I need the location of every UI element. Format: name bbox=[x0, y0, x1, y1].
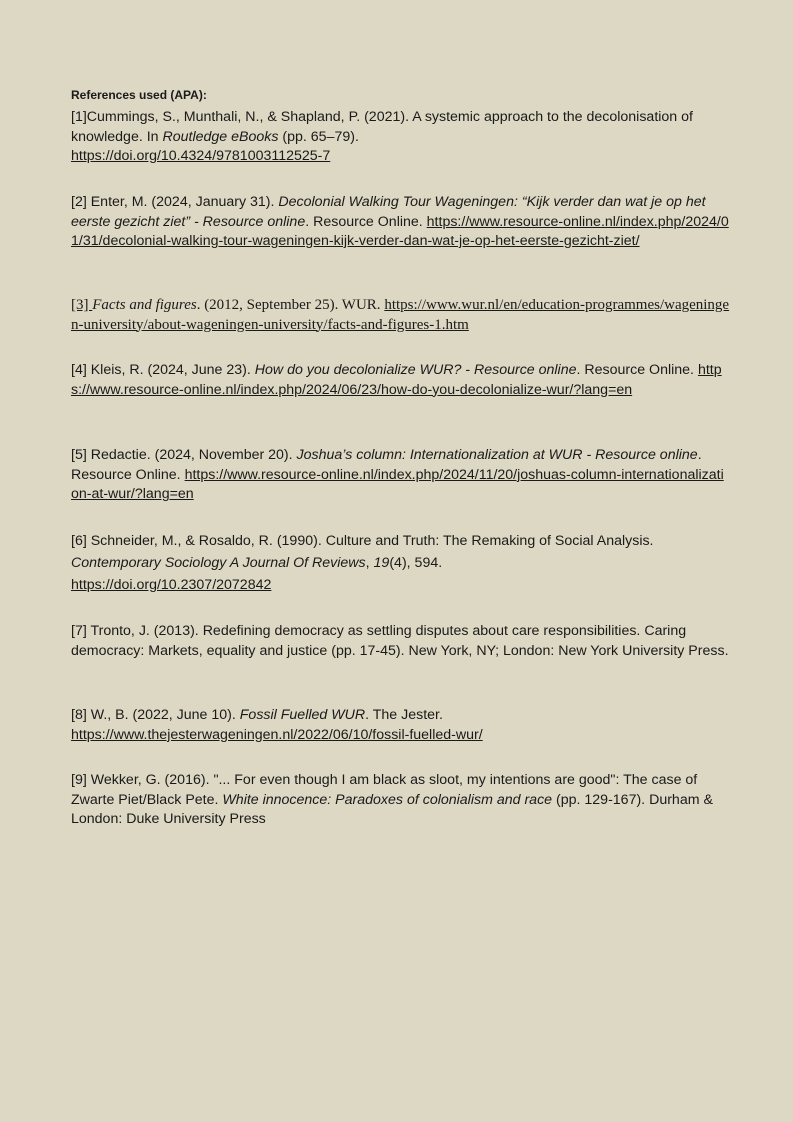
reference-2: [2] Enter, M. (2024, January 31). Decolonial Walking Tour Wageningen: “Kijk verder dan wat je op het eerste gezicht ziet” - Resource online. Resource Online. https://www.resource-online.nl/index.php/2024/01/31/decolonial-walking-tour-wageningen-kijk-verder-dan-wat-je-op-het-eerste-gezicht-ziet/ bbox=[71, 194, 729, 249]
reference-9: [9] Wekker, G. (2016). "... For even though I am black as sloot, my intentions are good": The case of Zwarte Piet/Black Pete. White innocence: Paradoxes of colonialism and race (pp. 129-167). Durham & London: Duke University Press bbox=[71, 772, 713, 827]
reference-3: [3] Facts and figures. (2012, September 25). WUR. https://www.wur.nl/en/education-programmes/wageningen-university/about-wageningen-university/facts-and-figures-1.htm bbox=[71, 297, 730, 333]
reference-5-link[interactable]: https://www.resource-online.nl/index.php/2024/11/20/joshuas-column-internationalization-at-wur/?lang=en bbox=[71, 466, 724, 502]
reference-1: [1]Cummings, S., Munthali, N., & Shapland, P. (2021). A systemic approach to the decolonisation of knowledge. In Routledge eBooks (pp. 65–79). https://doi.org/10.4324/9781003112525-7 bbox=[71, 109, 693, 164]
reference-7: [7] Tronto, J. (2013). Redefining democracy as settling disputes about care responsibilities. Caring democracy: Markets, equality and justice (pp. 17-45). New York, NY; London: New York University Press. bbox=[71, 623, 729, 659]
references-heading: References used (APA): bbox=[71, 88, 207, 102]
reference-5: [5] Redactie. (2024, November 20). Joshua’s column: Internationalization at WUR - Resource online. Resource Online. https://www.resource-online.nl/index.php/2024/11/20/joshuas-column-internationalization-at-wur/?lang=en bbox=[71, 447, 724, 502]
reference-8-link[interactable]: https://www.thejesterwageningen.nl/2022/06/10/fossil-fuelled-wur/ bbox=[71, 726, 483, 743]
reference-8: [8] W., B. (2022, June 10). Fossil Fuelled WUR. The Jester. https://www.thejesterwageningen.nl/2022/06/10/fossil-fuelled-wur/ bbox=[71, 707, 483, 743]
reference-4-link[interactable]: https://www.resource-online.nl/index.php/2024/06/23/how-do-you-decolonialize-wur/?lang=en bbox=[71, 362, 722, 398]
reference-2-link[interactable]: https://www.resource-online.nl/index.php/2024/01/31/decolonial-walking-tour-wageningen-kijk-verder-dan-wat-je-op-het-eerste-gezicht-ziet/ bbox=[71, 213, 729, 249]
reference-6-link[interactable]: https://doi.org/10.2307/2072842 bbox=[71, 577, 272, 593]
reference-3-link[interactable]: https://www.wur.nl/en/education-programmes/wageningen-university/about-wageningen-university/facts-and-figures-1.htm bbox=[71, 297, 730, 333]
reference-1-link[interactable]: https://doi.org/10.4324/9781003112525-7 bbox=[71, 148, 331, 164]
reference-4: [4] Kleis, R. (2024, June 23). How do you decolonialize WUR? - Resource online. Resource Online. https://www.resource-online.nl/index.php/2024/06/23/how-do-you-decolonialize-wur/?lang=en bbox=[71, 362, 722, 398]
reference-6: [6] Schneider, M., & Rosaldo, R. (1990). Culture and Truth: The Remaking of Social Analysis. Contemporary Sociology A Journal Of Reviews, 19(4), 594. https://doi.org/10.2307/2072842 bbox=[71, 533, 654, 593]
